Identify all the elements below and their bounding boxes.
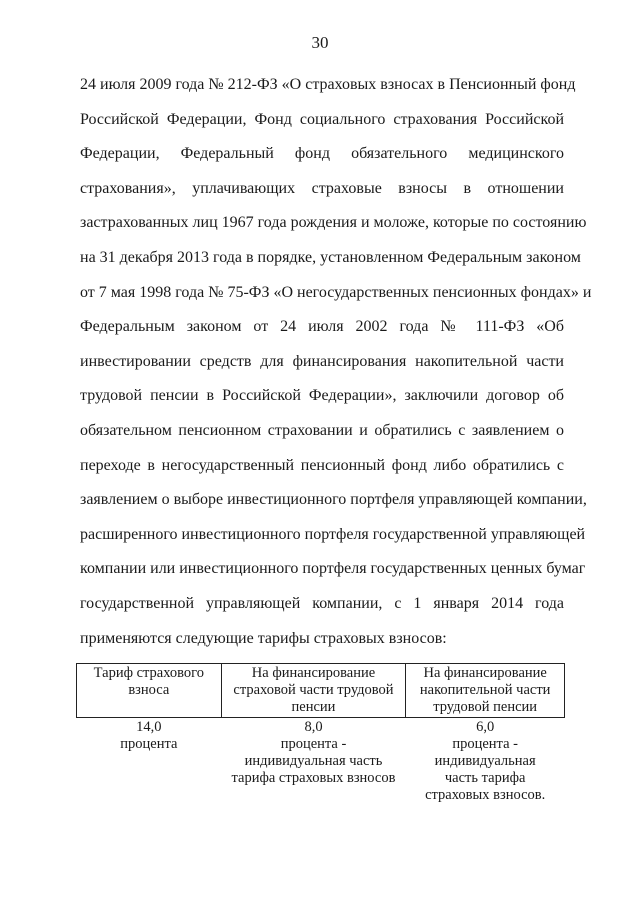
paragraph-line: на 31 декабря 2013 года в порядке, установленном Федеральным законом [80,248,581,266]
cell-funded-value [406,718,565,805]
paragraph-line: переходе в негосударственный пенсионный фонд либо обратились с [80,456,564,474]
paragraph-line: Российской Федерации, Фонд социального страхования Российской [80,110,564,128]
paragraph-line: обязательном пенсионном страховании и обратились с заявлением о [80,421,564,439]
header-text: трудовой пенсии [433,699,538,715]
header-text: страховой части трудовой [233,682,394,698]
cell-text: процента - [452,736,518,752]
paragraph-line: 24 июля 2009 года № 212-ФЗ «О страховых взносах в Пенсионный фонд [80,76,576,93]
header-insurance-part [221,664,406,718]
cell-text: часть тарифа [444,770,526,786]
header-text: Тариф страхового [93,665,205,681]
paragraph-line: застрахованных лиц 1967 года рождения и моложе, которые по состоянию [80,214,587,232]
paragraph-line: Федеральным законом от 24 июля 2002 года № 111-ФЗ «Об [80,318,564,336]
header-text: На финансирование [423,665,547,681]
header-text: пенсии [291,699,336,715]
table-row [77,718,565,805]
paragraph-line: инвестировании средств для финансирования накопительной части [80,352,564,370]
header-text: взноса [128,682,170,698]
cell-text: индивидуальная часть [244,753,383,769]
paragraph-line: Федерации, Федеральный фонд обязательного медицинского [80,145,564,163]
tariff-table [76,663,565,804]
paragraph-line: заявлением о выборе инвестиционного портфеля управляющей компании, [80,491,587,509]
cell-text: 6,0 [476,719,495,735]
header-tariff [77,664,222,718]
cell-tariff-value [77,718,222,805]
header-text: На финансирование [251,665,376,681]
cell-text: 14,0 [136,719,162,735]
table-header-row [77,664,565,718]
cell-text: страховых взносов. [425,787,546,803]
cell-text: тарифа страховых взносов [231,770,396,786]
cell-insurance-value [221,718,406,805]
paragraph-line: страхования», уплачивающих страховые взносы в отношении [80,179,564,197]
cell-text: индивидуальная [434,753,536,769]
paragraph-line: расширенного инвестиционного портфеля государственной управляющей [80,525,586,543]
paragraph-line: трудовой пенсии в Российской Федерации», заключили договор об [80,387,564,405]
paragraph [80,68,592,656]
paragraph-line: компании или инвестиционного портфеля государственных ценных бумаг [80,560,586,578]
header-text: накопительной части [419,682,551,698]
paragraph-line: применяются следующие тарифы страховых взносов: [80,629,447,647]
page-number: 30 [311,33,329,52]
paragraph-line: от 7 мая 1998 года № 75-ФЗ «О негосударственных пенсионных фондах» и [80,283,592,301]
cell-text: процента [120,736,178,752]
cell-text: 8,0 [304,719,323,735]
header-funded-part [406,664,565,718]
paragraph-line: государственной управляющей компании, с 1 января 2014 года [80,594,564,612]
cell-text: процента - [280,736,347,752]
